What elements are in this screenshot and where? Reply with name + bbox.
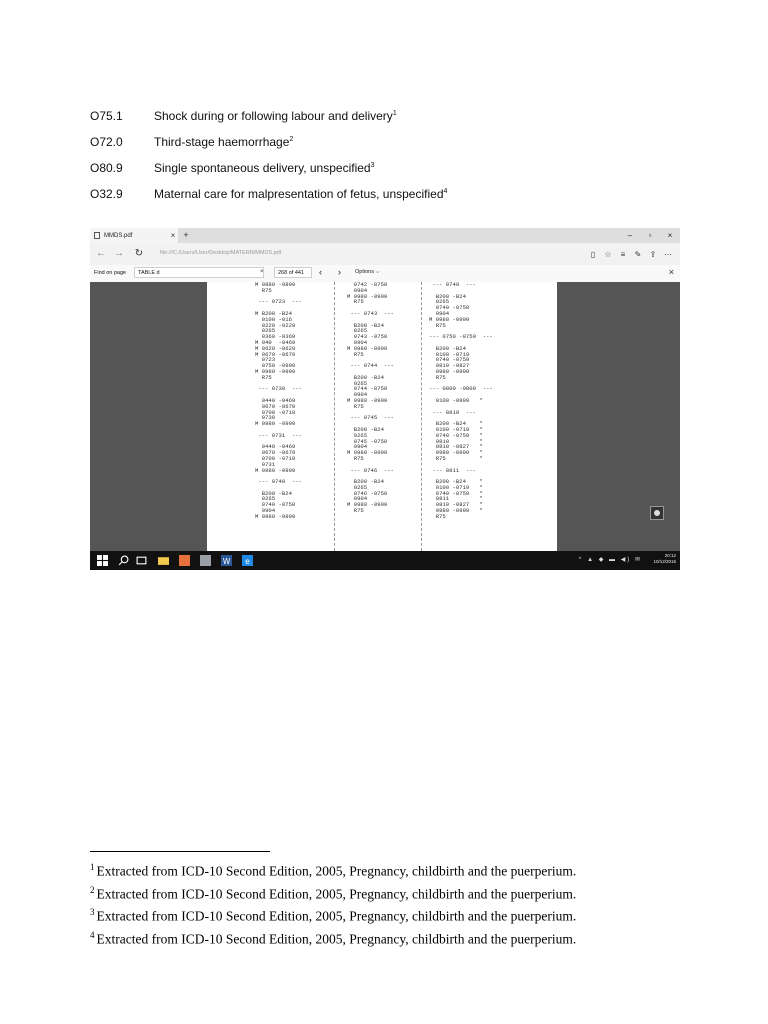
tab-title: MMDS.pdf <box>104 232 133 239</box>
url-field[interactable]: file:///C:/Users/User/Desktop/MATERN/MMDS.pdf <box>160 250 282 256</box>
find-result-count: 268 of 441 <box>274 267 312 278</box>
share-icon[interactable]: ⇪ <box>649 249 657 259</box>
tab-bar <box>90 228 680 243</box>
app-icon-gray[interactable] <box>200 555 211 566</box>
footnote-ref[interactable]: 1 <box>392 110 397 117</box>
footnote-text: Extracted from ICD-10 Second Edition, 2005, Pregnancy, childbirth and the puerperium. <box>96 931 577 946</box>
clock-time: 20:12 <box>664 553 676 558</box>
find-close-icon[interactable]: × <box>668 267 674 277</box>
footnote-text: Extracted from ICD-10 Second Edition, 2005, Pregnancy, childbirth and the puerperium. <box>96 908 577 924</box>
svg-text:e: e <box>245 556 250 566</box>
new-tab-button[interactable]: + <box>183 230 189 240</box>
web-note-icon[interactable]: ✎ <box>634 249 642 259</box>
favorite-star-icon[interactable]: ☆ <box>604 249 612 259</box>
find-clear-icon[interactable]: × <box>260 269 264 275</box>
more-icon[interactable]: ⋯ <box>664 249 672 259</box>
svg-text:W: W <box>222 556 231 566</box>
footnote <box>90 858 690 881</box>
code-row <box>90 129 710 155</box>
hub-icon[interactable]: ≡ <box>620 249 626 259</box>
code-row <box>90 181 710 207</box>
search-icon[interactable] <box>118 555 129 566</box>
edge-browser-icon[interactable] <box>242 555 253 566</box>
footnote-ref[interactable]: 3 <box>370 162 375 169</box>
pdf-viewer[interactable] <box>90 282 680 551</box>
taskbar <box>90 551 680 570</box>
footnote <box>90 903 690 926</box>
footnote-number: 1 <box>90 862 95 872</box>
forward-arrow-icon[interactable]: → <box>114 248 124 259</box>
task-view-icon[interactable] <box>136 555 147 566</box>
footnotes <box>90 858 690 948</box>
footnote-ref[interactable]: 2 <box>289 136 294 143</box>
window-controls <box>620 228 680 243</box>
reading-view-icon[interactable]: ▯ <box>590 249 596 259</box>
code-value: O80.9 <box>90 161 123 175</box>
table-column: 0742 -0750 0904 M 0980 -0999 R75 --- 0743 --- B200 -B24 0265 0743 -0750 0904 M 0980 -0999 R75 --- 0744 --- B200 -B24 0265 0744 -0750 0904 M 0980 -0999 R75 --- 0745 --- B200 -B24 0265 0745 -0750 0904 M 0980 -0999 R75 --- 0746 --- B200 -B24 0265 0746 -0750 0904 M 0980 -0999 R75 <box>347 281 394 515</box>
embedded-screenshot <box>90 228 680 570</box>
pdf-page <box>207 282 557 551</box>
code-row <box>90 155 710 181</box>
column-divider <box>334 282 335 551</box>
find-next-icon[interactable]: › <box>338 267 341 277</box>
column-divider <box>421 282 422 551</box>
footnote-ref[interactable]: 4 <box>443 188 448 195</box>
file-explorer-icon[interactable] <box>158 555 169 566</box>
footnote <box>90 926 690 949</box>
find-options-button[interactable]: Options ⌵ <box>355 269 380 275</box>
clock-date: 10/12/2016 <box>653 559 676 564</box>
code-description: Single spontaneous delivery, unspecified$^3$ <box>154 161 375 175</box>
code-value: O32.9 <box>90 187 123 201</box>
windows-start-icon[interactable] <box>97 555 108 566</box>
footnote-text: Extracted from ICD-10 Second Edition, 2005, Pregnancy, childbirth and the puerperium. <box>96 863 577 879</box>
close-window-button[interactable]: × <box>667 231 673 240</box>
refresh-icon[interactable]: ↻ <box>134 248 144 259</box>
footnote-separator <box>90 851 270 852</box>
taskbar-clock[interactable] <box>653 553 676 565</box>
code-value: O75.1 <box>90 109 123 123</box>
table-column: M 0880 -0899 R75 --- 0723 --- M B200 -B24 0100 -016 0220 -0229 0265 0360 -0369 M 040 -0469 M 0620 -0629 M 0670 -0679 0723 0750 -0909 M 0980 -0999 R75 --- 0730 --- 0440 -0469 0670 -0679 0700 -0719 0730 M 0980 -0999 --- 0731 --- 0440 -0469 0670 -0679 0700 -0719 0731 M 0980 -0999 --- 0740 --- B200 -B24 0265 0740 -0750 0904 M 0980 -0999 <box>255 281 302 520</box>
find-input[interactable]: TABLE d <box>134 267 264 278</box>
floating-app-icon[interactable] <box>650 506 664 520</box>
minimize-button[interactable]: – <box>627 231 633 240</box>
footnote <box>90 881 690 904</box>
footnote-number: 2 <box>90 884 95 895</box>
system-tray-icons[interactable]: ^ ▲ ◆ ▬ ◀) ✉ <box>578 557 642 563</box>
code-row <box>90 103 710 129</box>
table-column: --- 0749 --- B200 -B24 0265 0749 -0750 0904 M 0980 -0999 R75 --- 0750 -0759 --- B200 -B24 0100 -0719 0740 -0759 0810 -0827 0980 -0999 R75 --- 0800 -0809 --- 0100 -0999 * --- 0810 --- B200 -B24 * 0100 -0719 * 0740 -0759 * 0810 * 0810 -0827 * 0980 -0999 * R75 * --- 0811 --- B200 -B24 * 0100 -0719 * 0740 -0759 * 0811 * 0810 -0827 * 0980 -0999 * R75 <box>429 281 493 520</box>
tab-mmds[interactable] <box>90 228 178 243</box>
app-icon-orange[interactable] <box>179 555 190 566</box>
footnote-text: Extracted from ICD-10 Second Edition, 2005, Pregnancy, childbirth and the puerperium. <box>96 886 577 901</box>
word-icon[interactable] <box>221 555 232 566</box>
code-description: Third-stage haemorrhage$^2$ <box>154 135 294 149</box>
footnote-number: 3 <box>90 907 95 917</box>
address-bar <box>90 243 680 265</box>
restore-button[interactable]: ▫ <box>648 231 652 240</box>
document-icon <box>94 232 100 239</box>
code-value: O72.0 <box>90 135 123 149</box>
footnote-number: 4 <box>90 929 95 940</box>
find-label: Find on page <box>94 270 127 276</box>
code-list <box>90 103 710 207</box>
code-description: Shock during or following labour and delivery$^1$ <box>154 109 397 123</box>
back-arrow-icon[interactable]: ← <box>96 248 106 259</box>
toolbar-icons <box>584 243 674 265</box>
tab-close-icon[interactable]: × <box>170 231 176 240</box>
code-description: Maternal care for malpresentation of fetus, unspecified$^4$ <box>154 187 448 201</box>
find-previous-icon[interactable]: ‹ <box>319 267 322 277</box>
